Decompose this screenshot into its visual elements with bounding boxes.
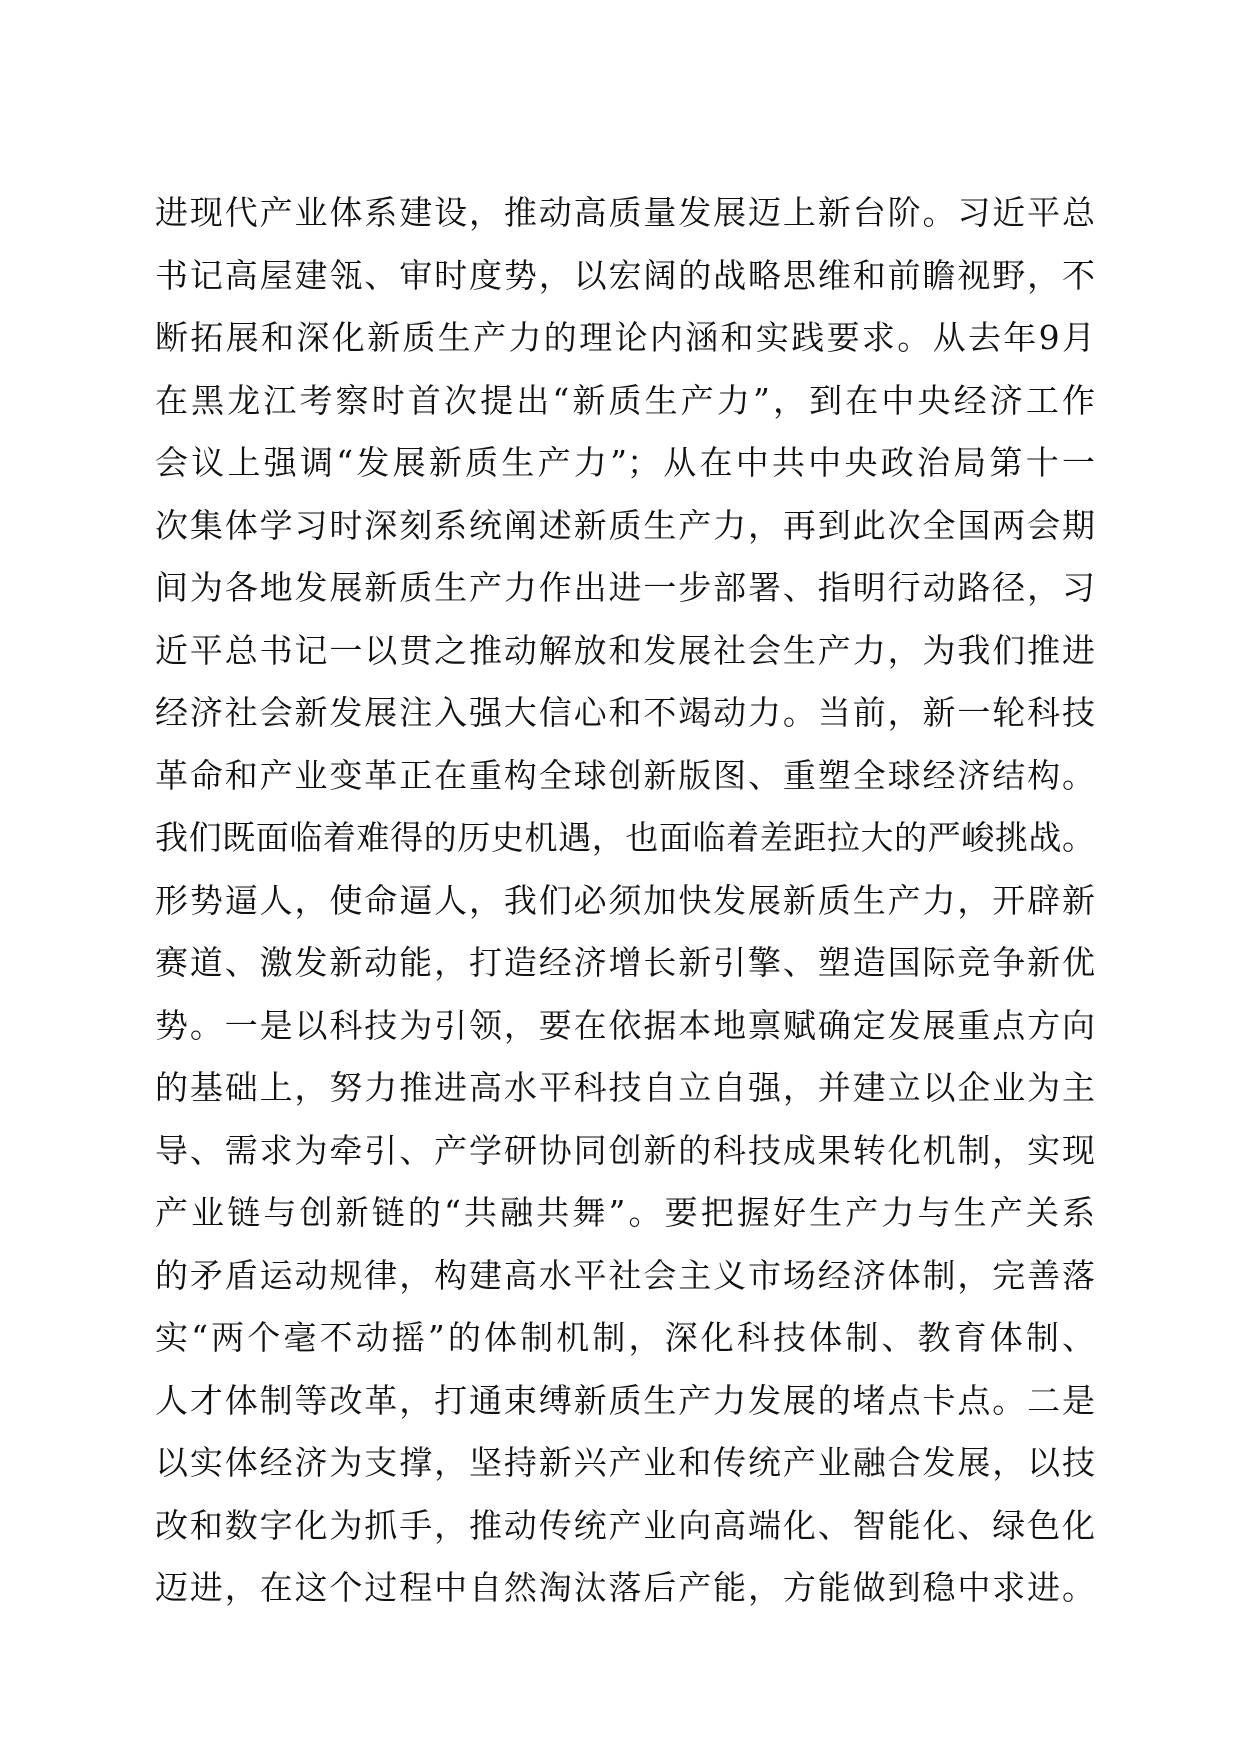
text-line: 书记高屋建瓴、审时度势，以宏阔的战略思维和前瞻视野，不 (155, 255, 1095, 295)
text-line: 经济社会新发展注入强大信心和不竭动力。当前，新一轮科技 (155, 693, 1095, 732)
text-line: 导、需求为牵引、产学研协同创新的科技成果转化机制，实现 (155, 1130, 1095, 1170)
text-line: 进现代产业体系建设，推动高质量发展迈上新台阶。习近平总 (155, 193, 1095, 232)
text-line: 次集体学习时深刻系统阐述新质生产力，再到此次全国两会期 (155, 505, 1095, 545)
text-line: 间为各地发展新质生产力作出进一步部署、指明行动路径，习 (155, 568, 1095, 607)
text-line: 会议上强调“发展新质生产力”；从在中共中央政治局第十一 (155, 443, 1095, 482)
text-line: 迈进，在这个过程中自然淘汰落后产能，方能做到稳中求进。 (155, 1568, 1095, 1607)
text-line: 赛道、激发新动能，打造经济增长新引擎、塑造国际竞争新优 (155, 943, 1095, 982)
text-line: 以实体经济为支撑，坚持新兴产业和传统产业融合发展，以技 (155, 1443, 1095, 1482)
text-line: 近平总书记一以贯之推动解放和发展社会生产力，为我们推进 (155, 630, 1095, 670)
body-paragraph (155, 182, 1095, 1620)
text-line: 产业链与创新链的“共融共舞”。要把握好生产力与生产关系 (155, 1193, 1095, 1232)
text-line: 人才体制等改革，打通束缚新质生产力发展的堵点卡点。二是 (155, 1380, 1095, 1420)
text-line: 改和数字化为抓手，推动传统产业向高端化、智能化、绿色化 (155, 1505, 1095, 1545)
text-line: 断拓展和深化新质生产力的理论内涵和实践要求。从去年9月 (155, 318, 1095, 357)
text-line: 在黑龙江考察时首次提出“新质生产力”，到在中央经济工作 (155, 380, 1095, 420)
text-line: 我们既面临着难得的历史机遇，也面临着差距拉大的严峻挑战。 (155, 818, 1095, 857)
text-line: 势。一是以科技为引领，要在依据本地禀赋确定发展重点方向 (155, 1005, 1095, 1045)
text-line: 的矛盾运动规律，构建高水平社会主义市场经济体制，完善落 (155, 1255, 1095, 1295)
text-line: 形势逼人，使命逼人，我们必须加快发展新质生产力，开辟新 (155, 880, 1095, 920)
text-line: 的基础上，努力推进高水平科技自立自强，并建立以企业为主 (155, 1068, 1095, 1107)
text-line: 实“两个毫不动摇”的体制机制，深化科技体制、教育体制、 (155, 1318, 1095, 1357)
text-line: 革命和产业变革正在重构全球创新版图、重塑全球经济结构。 (155, 755, 1095, 795)
